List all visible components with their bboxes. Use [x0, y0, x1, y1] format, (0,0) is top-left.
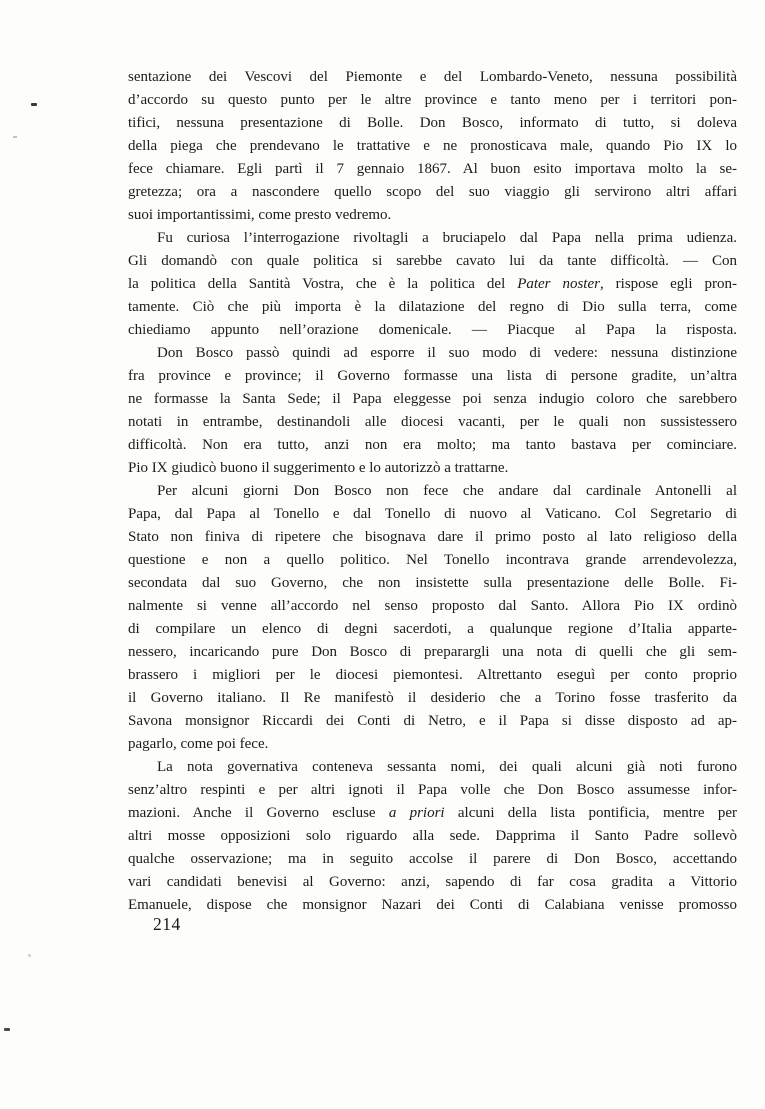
text-line-p1	[128, 89, 737, 112]
text-run: nalmente si venne all’accordo nel senso proposto dal Santo. Allora Pio IX ordinò	[128, 598, 737, 614]
text-run: il Governo italiano. Il Re manifestò il desiderio che a Torino fosse trasferito da	[128, 690, 737, 706]
text-run: nessero, incaricando pure Don Bosco di preparargli una nota di quelli che gli sem-	[128, 644, 737, 660]
scan-speck	[28, 954, 31, 957]
text-run: ne formasse la Santa Sede; il Papa eleggesse poi senza indugio coloro che sarebbero	[128, 391, 737, 407]
text-line-p4	[128, 664, 737, 687]
text-line-p5	[128, 756, 737, 779]
text-line-p2	[128, 296, 737, 319]
italic-run: Pater noster	[517, 276, 600, 292]
text-run: Gli domandò con quale politica si sarebbe cavato lui da tante difficoltà. — Con	[128, 253, 737, 269]
text-run: chiediamo appunto nell’orazione domenicale. — Piacque al Papa la risposta.	[128, 322, 737, 338]
text-line-p3	[128, 411, 737, 434]
text-line-p4	[128, 549, 737, 572]
text-run: alcuni della lista pontificia, mentre per	[444, 805, 737, 821]
text-run: di compilare un elenco di degni sacerdoti, a qualunque regione d’Italia apparte-	[128, 621, 737, 637]
text-run: Fu curiosa l’interrogazione rivoltagli a bruciapelo dal Papa nella prima udienza.	[157, 230, 737, 246]
text-run: della piega che prendevano le trattative e ne pronosticava male, quando Pio IX lo	[128, 138, 737, 154]
text-line-p2	[128, 319, 737, 342]
text-line-p4	[128, 618, 737, 641]
text-run: qualche osservazione; ma in seguito accolse il parere di Don Bosco, accettando	[128, 851, 737, 867]
text-line-p4	[128, 595, 737, 618]
text-line-p4	[128, 480, 737, 503]
text-run: la politica della Santità Vostra, che è la politica del	[128, 276, 518, 292]
text-run: Papa, dal Papa al Tonello e dal Tonello di nuovo al Vaticano. Col Segretario di	[128, 506, 737, 522]
text-line-p4	[128, 572, 737, 595]
page-number: 214	[153, 914, 181, 934]
scan-speck	[13, 136, 17, 138]
text-line-p3	[128, 434, 737, 457]
text-line-p5	[128, 894, 737, 917]
text-line-p5	[128, 848, 737, 871]
text-run: brassero i migliori per le diocesi piemontesi. Altrettanto eseguì per conto proprio	[128, 667, 737, 683]
text-run: notati in entrambe, destinandoli alle diocesi vacanti, per le quali non sussistessero	[128, 414, 737, 430]
text-run: difficoltà. Non era tutto, anzi non era molto; ma tanto bastava per cominciare.	[128, 437, 737, 453]
italic-run: a priori	[388, 805, 445, 821]
text-run: gretezza; ora a nascondere quello scopo del suo viaggio gli servirono altri affari	[128, 184, 737, 200]
text-line-p5	[128, 779, 737, 802]
text-line-p1	[128, 181, 737, 204]
text-line-p2	[128, 227, 737, 250]
text-run: suoi importantissimi, come presto vedremo.	[128, 207, 392, 223]
text-line-p4	[128, 526, 737, 549]
text-run: Don Bosco passò quindi ad esporre il suo modo di vedere: nessuna distinzione	[157, 345, 737, 361]
text-line-p3	[128, 457, 737, 480]
text-line-p3	[128, 365, 737, 388]
text-line-p5	[128, 825, 737, 848]
text-run: tifici, nessuna presentazione di Bolle. Don Bosco, informato di tutto, si doleva	[128, 115, 737, 131]
text-line-p2	[128, 273, 737, 296]
text-run: Emanuele, dispose che monsignor Nazari dei Conti di Calabiana venisse promosso	[128, 897, 737, 913]
text-line-p4	[128, 733, 737, 756]
text-line-p4	[128, 687, 737, 710]
text-run: fra province e province; il Governo formasse una lista di persone gradite, un’altra	[128, 368, 737, 384]
text-run: vari candidati benevisi al Governo: anzi, sapendo di far cosa gradita a Vittorio	[128, 874, 737, 890]
text-run: secondata dal suo Governo, che non insistette sulla presentazione delle Bolle. Fi-	[128, 575, 737, 591]
body-text	[128, 66, 737, 917]
text-run: Pio IX giudicò buono il suggerimento e lo autorizzò a trattarne.	[128, 460, 509, 476]
text-run: tamente. Ciò che più importa è la dilatazione del regno di Dio sulla terra, come	[128, 299, 737, 315]
text-line-p1	[128, 66, 737, 89]
text-run: senz’altro respinti e per altri ignoti il Papa volle che Don Bosco assumesse infor-	[128, 782, 737, 798]
text-line-p3	[128, 388, 737, 411]
text-run: sentazione dei Vescovi del Piemonte e del Lombardo-Veneto, nessuna possibilità	[128, 69, 737, 85]
text-line-p5	[128, 871, 737, 894]
scan-speck	[31, 103, 37, 106]
text-line-p1	[128, 135, 737, 158]
scan-speck	[4, 1028, 10, 1031]
text-run: Per alcuni giorni Don Bosco non fece che andare dal cardinale Antonelli al	[157, 483, 737, 499]
text-line-p2	[128, 250, 737, 273]
text-line-p4	[128, 710, 737, 733]
text-run: Stato non finiva di ripetere che bisognava dare il primo posto al lato religioso della	[128, 529, 737, 545]
text-line-p1	[128, 158, 737, 181]
text-line-p3	[128, 342, 737, 365]
text-line-p4	[128, 641, 737, 664]
text-run: Savona monsignor Riccardi dei Conti di Netro, e il Papa si disse disposto ad ap-	[128, 713, 737, 729]
text-line-p1	[128, 204, 737, 227]
text-run: altri mosse opposizioni solo riguardo alla sede. Dapprima il Santo Padre sollevò	[128, 828, 737, 844]
text-run: mazioni. Anche il Governo escluse	[128, 805, 389, 821]
text-line-p5	[128, 802, 737, 825]
text-run: pagarlo, come poi fece.	[128, 736, 269, 752]
text-line-p1	[128, 112, 737, 135]
text-run: d’accordo su questo punto per le altre province e tanto meno per i territori pon-	[128, 92, 737, 108]
text-run: questione e non a quello politico. Nel Tonello incontrava grande arrendevolezza,	[128, 552, 737, 568]
text-run: La nota governativa conteneva sessanta nomi, dei quali alcuni già noti furono	[157, 759, 737, 775]
text-run: fece chiamare. Egli partì il 7 gennaio 1867. Al buon esito importava molto la se-	[128, 161, 737, 177]
text-run: , rispose egli pron-	[599, 276, 737, 292]
text-line-p4	[128, 503, 737, 526]
